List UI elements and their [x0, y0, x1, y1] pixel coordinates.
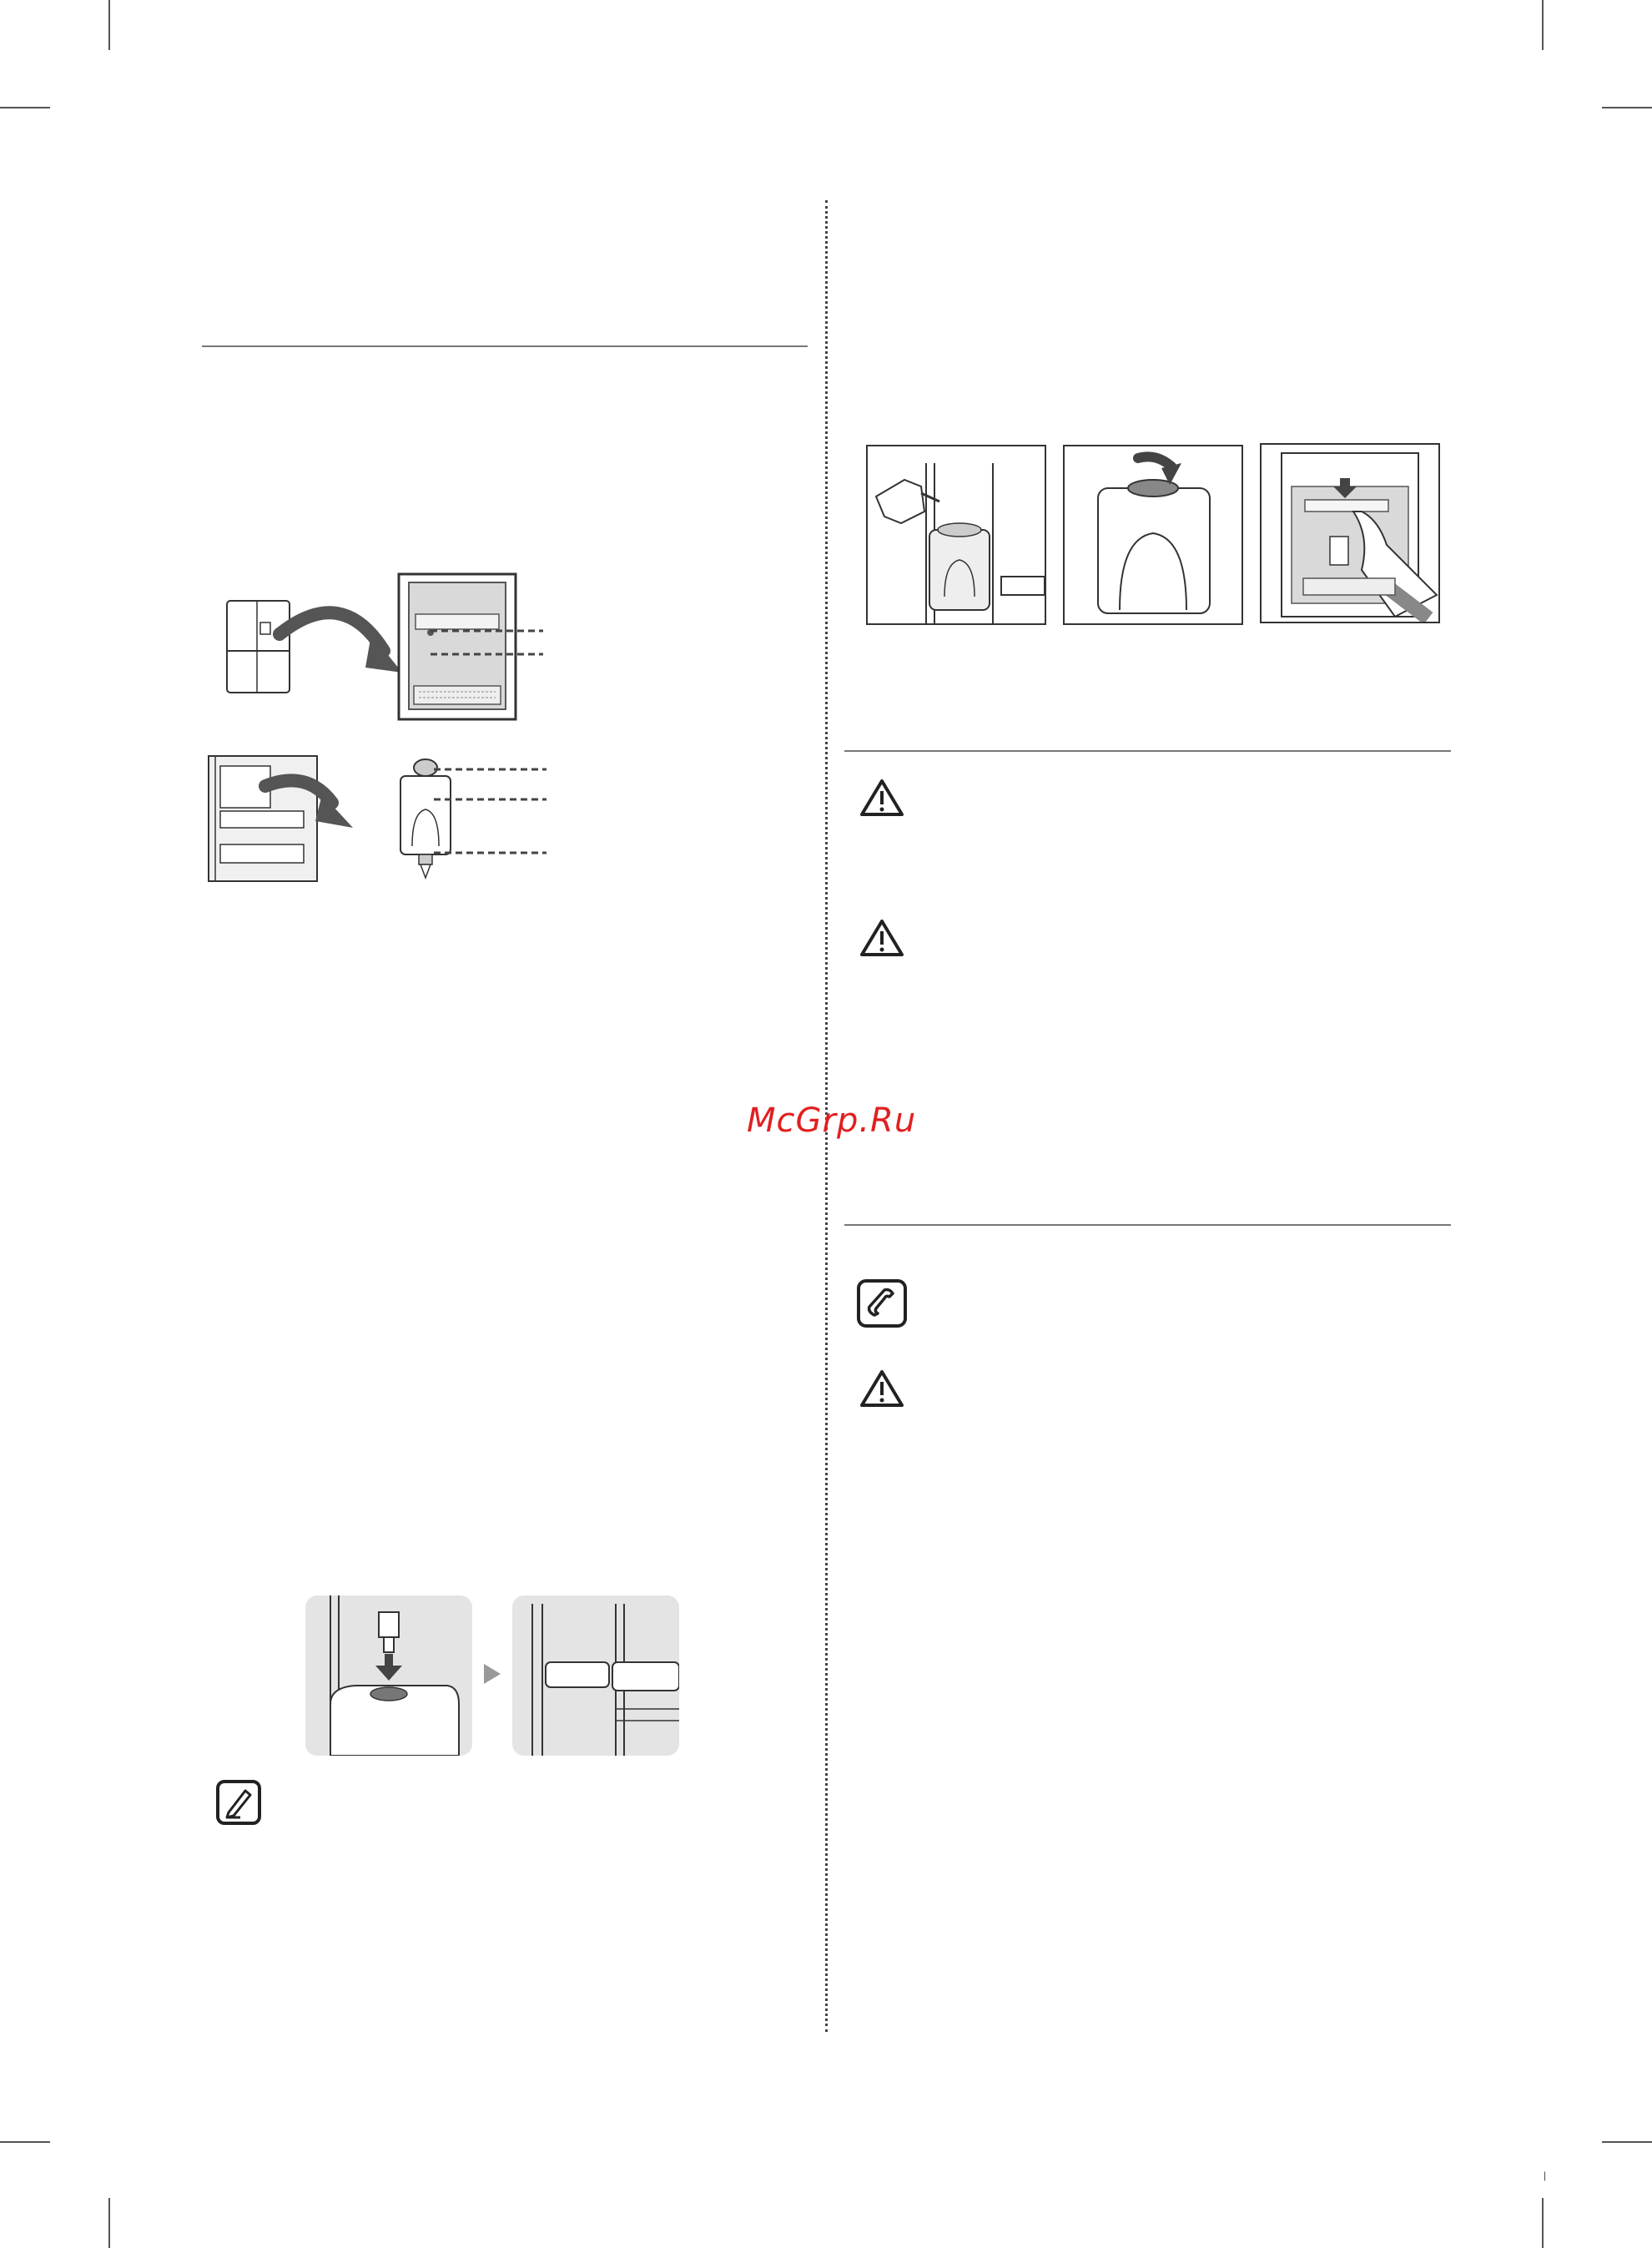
crop-mark: [1602, 107, 1652, 108]
callout-lines-top: [422, 624, 547, 658]
callout-lines-tank: [426, 761, 551, 861]
water-tank-removal-illustration: [207, 753, 374, 883]
fill-tank-illustration: [866, 445, 1046, 625]
crop-mark: [0, 107, 50, 108]
watermark: McGrp.Ru: [747, 1101, 917, 1140]
warning-triangle-icon: [859, 1368, 904, 1409]
crop-mark: [108, 0, 110, 50]
crop-mark: [108, 2198, 110, 2248]
crop-mark: [1542, 2198, 1544, 2248]
cap-insert-illustration: [305, 1595, 472, 1756]
warning-triangle-icon: [859, 918, 904, 958]
warning-triangle-icon: [859, 778, 904, 818]
crop-mark: [1542, 0, 1544, 50]
close-lid-illustration: [1063, 445, 1243, 625]
section-rule-right-1: [844, 750, 1451, 752]
dispense-water-illustration: [1260, 443, 1440, 623]
section-rule-left: [202, 345, 808, 347]
phone-icon: [856, 1278, 908, 1328]
crop-mark: [0, 2141, 50, 2143]
crop-mark: [1602, 2141, 1652, 2143]
note-pencil-icon: [215, 1779, 262, 1826]
page-marker: |: [1544, 2170, 1547, 2181]
tank-installed-illustration: [512, 1595, 679, 1756]
section-rule-right-2: [844, 1224, 1451, 1226]
next-step-arrow: [482, 1662, 502, 1686]
